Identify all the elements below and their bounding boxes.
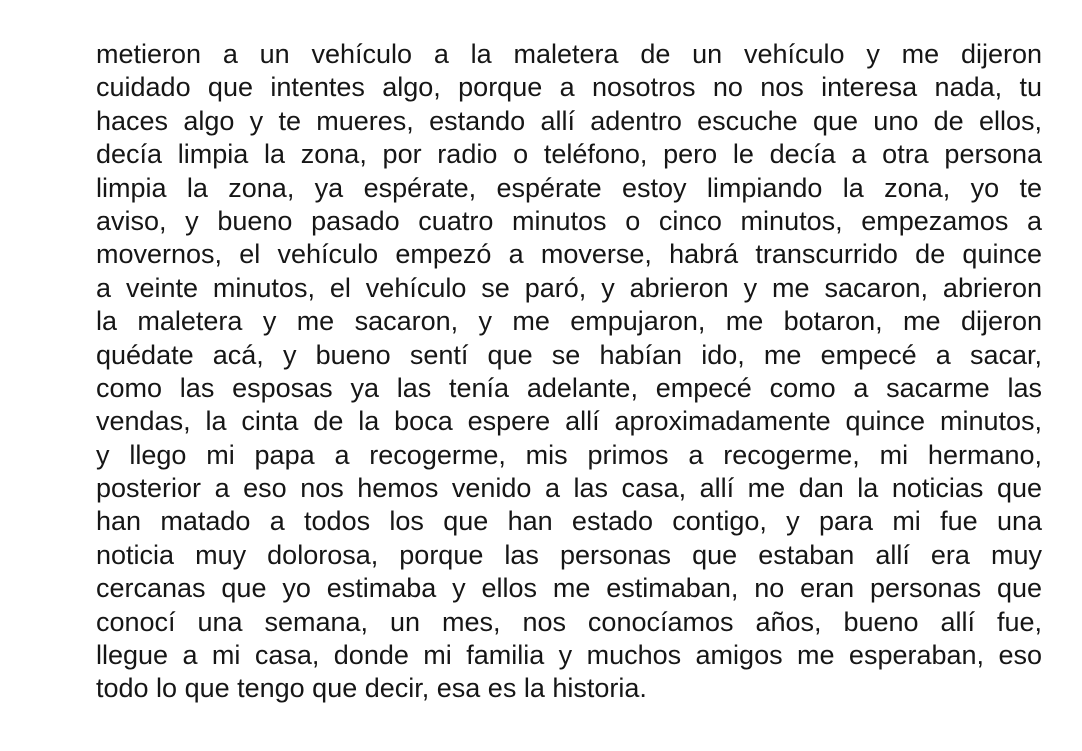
text-line: conocí una semana, un mes, nos conocíamos años, bueno allí fue, xyxy=(96,606,1042,637)
text-line: han matado a todos los que han estado contigo, y para mi fue una xyxy=(96,506,1042,537)
text-line: noticia muy dolorosa, porque las personas que estaban allí era muy xyxy=(96,539,1042,570)
text-line: todo lo que tengo que decir, esa es la historia. xyxy=(96,673,647,704)
text-line: cercanas que yo estimaba y ellos me estimaban, no eran personas que xyxy=(96,573,1042,604)
text-line: aviso, y bueno pasado cuatro minutos o cinco minutos, empezamos a xyxy=(96,205,1042,236)
text-line: cuidado que intentes algo, porque a nosotros no nos interesa nada, tu xyxy=(96,72,1042,103)
text-line: y llego mi papa a recogerme, mis primos a recogerme, mi hermano, xyxy=(96,439,1042,470)
text-line: metieron a un vehículo a la maletera de un vehículo y me dijeron xyxy=(96,39,1042,69)
text-line: limpia la zona, ya espérate, espérate estoy limpiando la zona, yo te xyxy=(96,172,1042,203)
text-line: a veinte minutos, el vehículo se paró, y abrieron y me sacaron, abrieron xyxy=(96,272,1042,303)
text-line: decía limpia la zona, por radio o teléfono, pero le decía a otra persona xyxy=(96,139,1042,170)
text-line: posterior a eso nos hemos venido a las casa, allí me dan la noticias que xyxy=(96,473,1042,504)
text-line: quédate acá, y bueno sentí que se habían ido, me empecé a sacar, xyxy=(96,339,1042,370)
testimony-paragraph xyxy=(96,38,1042,706)
text-line: movernos, el vehículo empezó a moverse, habrá transcurrido de quince xyxy=(96,239,1042,270)
text-line: llegue a mi casa, donde mi familia y muchos amigos me esperaban, eso xyxy=(96,640,1042,671)
text-line: haces algo y te mueres, estando allí adentro escuche que uno de ellos, xyxy=(96,105,1042,136)
text-line: vendas, la cinta de la boca espere allí aproximadamente quince minutos, xyxy=(96,406,1042,437)
text-line: como las esposas ya las tenía adelante, empecé como a sacarme las xyxy=(96,372,1042,403)
text-line: la maletera y me sacaron, y me empujaron, me botaron, me dijeron xyxy=(96,306,1042,337)
